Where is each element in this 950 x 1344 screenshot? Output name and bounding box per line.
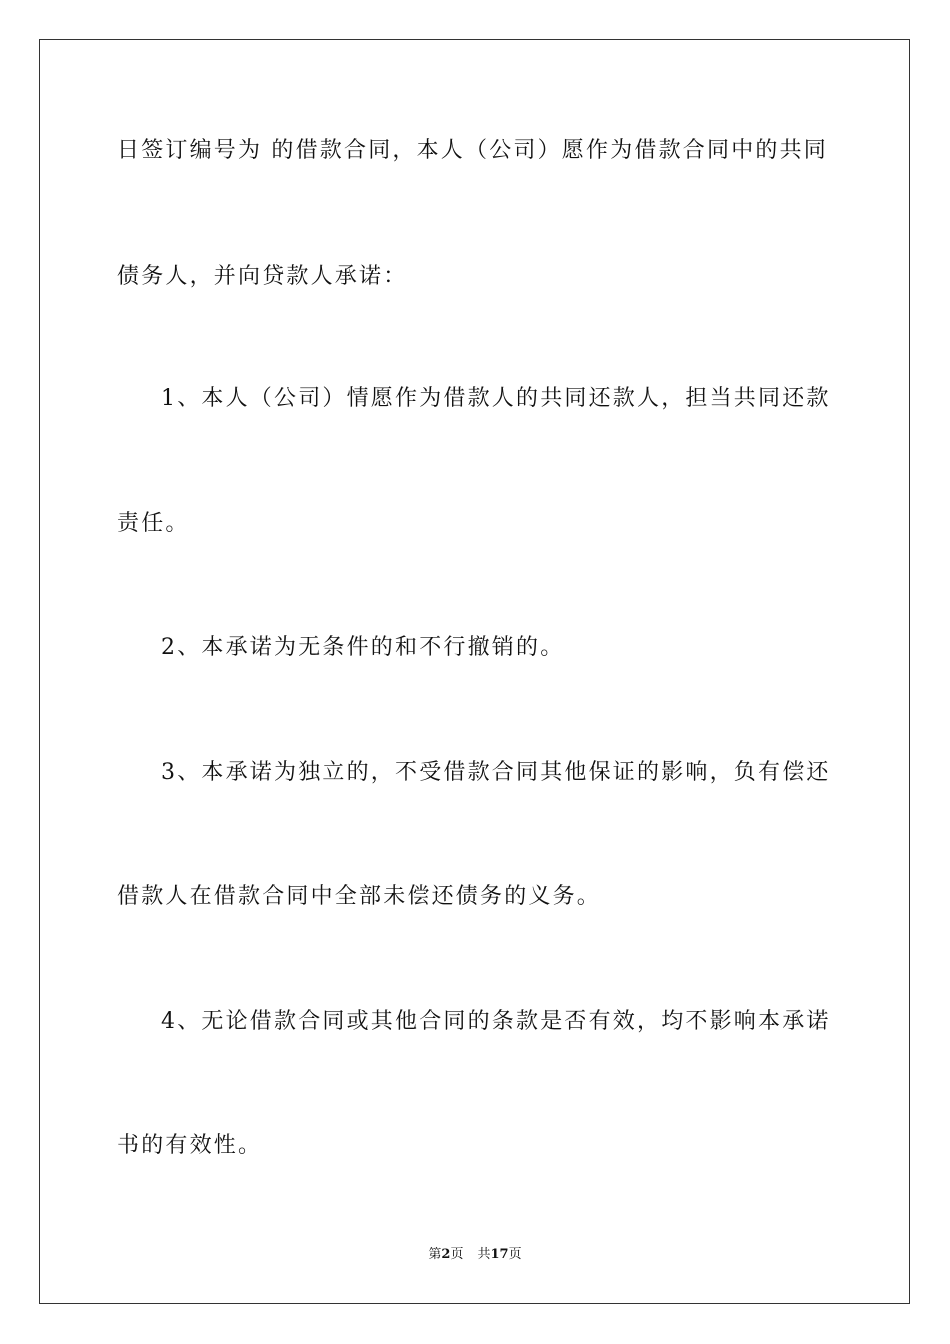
page-suffix: 页 <box>450 1247 464 1262</box>
clause-1-line-2: 责任。 <box>117 511 190 536</box>
clause-3-line-1: 3、本承诺为独立的，不受借款合同其他保证的影响，负有偿还 <box>161 760 831 785</box>
page-number: 2 <box>441 1247 451 1262</box>
clause-1-line-1: 1、本人（公司）情愿作为借款人的共同还款人，担当共同还款 <box>161 386 831 411</box>
clause-4-line-1: 4、无论借款合同或其他合同的条款是否有效，均不影响本承诺 <box>161 1009 831 1034</box>
clause-4-line-2: 书的有效性。 <box>117 1133 263 1158</box>
clause-3-line-2: 借款人在借款合同中全部未偿还债务的义务。 <box>117 884 602 909</box>
total-pages: 17 <box>490 1247 509 1262</box>
page-footer <box>0 1246 950 1264</box>
page-prefix: 第 <box>428 1247 442 1262</box>
total-suffix: 页 <box>508 1247 522 1262</box>
text-line-1: 日签订编号为 的借款合同，本人（公司）愿作为借款合同中的共同 <box>117 138 828 163</box>
total-prefix: 共 <box>477 1247 491 1262</box>
text-line-2: 债务人，并向贷款人承诺： <box>117 264 408 289</box>
page-frame <box>39 39 910 1304</box>
clause-2-line-1: 2、本承诺为无条件的和不行撤销的。 <box>161 635 565 660</box>
